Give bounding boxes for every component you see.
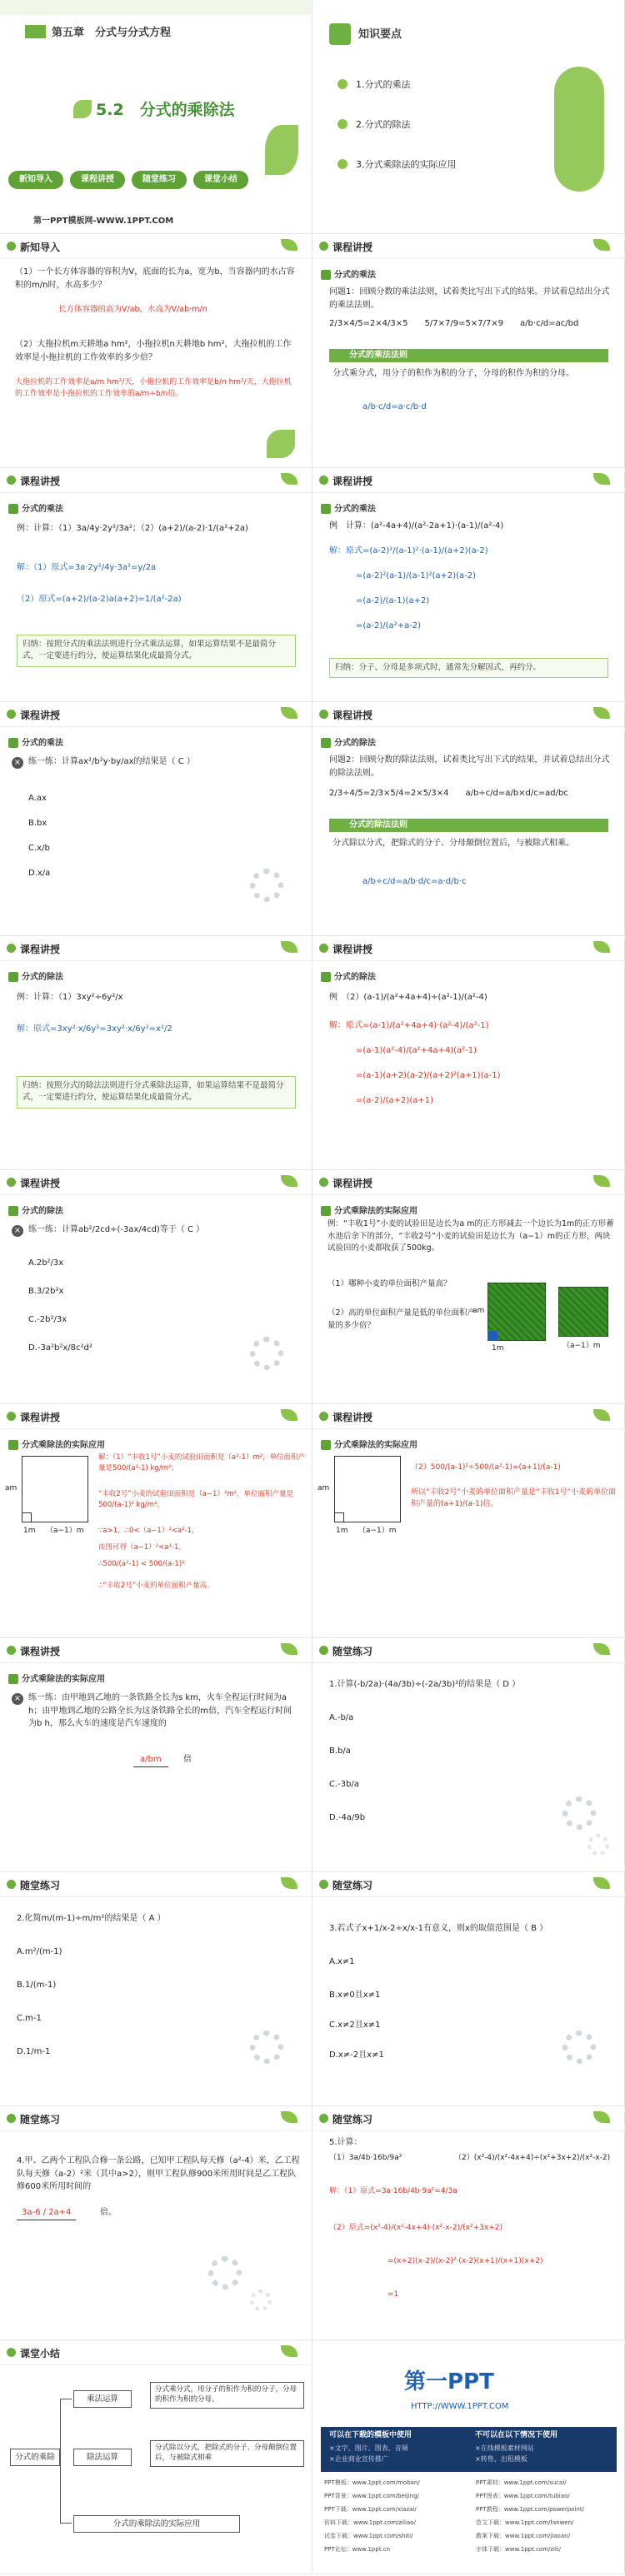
leaf-icon — [281, 1643, 298, 1655]
cover-topbar — [0, 0, 312, 15]
option-a[interactable]: A.m²/(m-1) — [17, 1947, 62, 1956]
leaf-icon — [593, 1175, 610, 1187]
section-label — [8, 501, 63, 514]
header-dot-icon — [7, 2114, 16, 2123]
slide-header — [0, 1404, 312, 1429]
agenda-item-3[interactable]: 3.分式乘除法的实际应用 — [356, 159, 457, 170]
leaf-icon — [281, 2345, 298, 2357]
app3-solution: （2）500/(a-1)²÷500/(a²-1)=(a+1)/(a-1) — [411, 1463, 561, 1472]
section-text: 分式的乘法 — [22, 505, 63, 514]
slide-header — [0, 1872, 312, 1897]
agenda-icon — [329, 23, 351, 45]
leaf-icon — [593, 1877, 610, 1889]
ad-left-item-1: ×文字、图片、图表、音频 — [329, 2444, 408, 2452]
ex4-question: 4.甲、乙两个工程队合修一条公路，已知甲工程队每天修（a²-4）米，乙工程队每天修（a-2）²米（其中a>2），则甲工程队修900米所用时间是乙工程队修600米所用时间的 — [17, 2156, 300, 2191]
header-dot-icon — [7, 476, 16, 485]
ex4-answer: 3a-6 / 2a+4 — [17, 2206, 76, 2220]
slide-header — [312, 1638, 625, 1663]
label-1m: 1m — [23, 1527, 36, 1535]
leaf-icon — [281, 239, 298, 251]
div1-formula: a/b÷c/d=a/b·d/c=a·d/b·c — [362, 877, 467, 886]
app3-answer: 所以“丰收2号”小麦的单位面积产量是“丰收1号”小麦的单位面积产量的(a+1)/(a-1)倍。 — [411, 1488, 617, 1508]
label-a: am — [318, 1484, 330, 1492]
header-dot-icon — [319, 1178, 328, 1187]
ad-left-item-2: ×企业商业宣传推广 — [329, 2455, 388, 2463]
section-icon — [321, 972, 331, 982]
option-b[interactable]: B.1/(m-1) — [17, 1981, 57, 1990]
ad-banner — [321, 2427, 617, 2472]
slide-ex1[interactable] — [312, 1638, 625, 1872]
header-dot-icon — [7, 710, 16, 719]
header-dot-icon — [7, 242, 16, 251]
close-icon: × — [12, 1693, 23, 1705]
header-dot-icon — [7, 1178, 16, 1187]
app2-sol-5: ∴500/(a²-1) < 500/(a-1)² — [98, 1560, 185, 1568]
ad-link[interactable]: PPT背景：www.1ppt.com/beijing/ — [324, 2493, 419, 2499]
option-d[interactable]: D.-3a²b²x/8c²d² — [28, 1343, 92, 1353]
mult3-sol-1: 解：原式=(a-2)²/(a-1)²·(a-1)/(a+2)(a-2) — [329, 546, 488, 556]
slide-header-title: 随堂练习 — [20, 1880, 61, 1891]
ad-link[interactable]: PPT论坛：www.1ppt.cn — [324, 2546, 391, 2553]
section-text: 分式的乘法 — [22, 739, 63, 748]
rule-bar: 分式的乘法法则 — [329, 349, 608, 362]
header-dot-icon — [319, 242, 328, 251]
mult1-rule: 分式乘分式，用分子的积作为积的分子，分母的积作为积的分母。 — [332, 369, 574, 378]
slide-ex4[interactable] — [0, 2106, 312, 2340]
label-a: am — [472, 1307, 485, 1315]
app1-q2: （2）高的单位面积产量是低的单位面积产量的多少倍？ — [328, 1308, 476, 1330]
div3-sol-2: =(a-1)(a²-4)/(a²+4a+4)(a²-1) — [356, 1046, 478, 1055]
slide-header — [312, 2106, 625, 2131]
div2-example: 例：计算：（1）3xy²÷6y²/x — [17, 993, 123, 1002]
header-dot-icon — [7, 1646, 16, 1655]
agenda-item-1[interactable]: 1.分式的乘法 — [356, 79, 411, 90]
rule-bar: 分式的除法法则 — [329, 819, 608, 832]
slide-header-title: 课程讲授 — [20, 710, 61, 721]
ex5-s1: 解：（1）原式=3a·16b/4b·9a²=4/3a — [329, 2187, 458, 2195]
section-icon — [8, 738, 18, 748]
slide-header-title: 课程讲授 — [20, 944, 61, 955]
step-practice[interactable]: 随堂练习 — [132, 171, 187, 189]
ex1-question: 1.计算(-b/2a)·(4a/3b)÷(-2a/3b)²的结果是（ D ） — [329, 1680, 521, 1689]
bullet-icon — [338, 119, 348, 129]
slide-header-title: 课程讲授 — [20, 476, 61, 487]
slide-header-title: 课程讲授 — [332, 1178, 373, 1189]
ad-link[interactable]: 范文下载：www.1ppt.com/fanwen/ — [476, 2519, 574, 2526]
label-a-minus-1: （a−1）m — [358, 1527, 397, 1535]
app4-question: 练一练：由甲地到乙地的一条铁路全长为s km，火车全程运行时间为a h；由甲地到乙地的公路全长为这条铁路全长的m倍，汽车全程运行时间为b h，那么火车的速度是汽车速度的 — [28, 1693, 292, 1728]
section-label — [321, 1203, 418, 1216]
section-icon — [8, 1440, 18, 1450]
mult2-tip: 归纳：按照分式的乘法法则进行分式乘法运算，如果运算结果不是最简分式，一定要进行约分，使运算结果化成最简分式。 — [17, 635, 296, 667]
slide-header — [312, 1404, 625, 1429]
slide-cover[interactable] — [0, 0, 312, 234]
ad-link[interactable]: 教案下载：www.1ppt.com/jiaoan/ — [476, 2533, 570, 2539]
slide-header-title: 随堂练习 — [20, 2114, 61, 2125]
app2-sol-3: ∵a>1，∴0<（a−1）²<a²-1， — [98, 1527, 199, 1535]
step-summary[interactable]: 课堂小结 — [193, 171, 248, 189]
summary-brace — [60, 2399, 72, 2524]
slide-agenda[interactable] — [312, 0, 625, 234]
ad-link[interactable]: PPT模板：www.1ppt.com/moban/ — [324, 2479, 420, 2486]
gear-icon — [562, 1796, 596, 1830]
header-dot-icon — [319, 2114, 328, 2123]
div3-sol-4: =(a-2)/(a+2)(a+1) — [356, 1096, 433, 1105]
slide-intro[interactable] — [0, 234, 312, 468]
section-label — [321, 969, 376, 982]
slide-header-title: 课程讲授 — [332, 242, 373, 253]
leaf-icon — [593, 1643, 610, 1655]
slide-header-title: 新知导入 — [20, 242, 61, 253]
book-icon — [25, 25, 46, 38]
section-label — [321, 735, 376, 748]
field-diagram-big — [22, 1456, 88, 1522]
header-dot-icon — [319, 1646, 328, 1655]
section-label — [8, 1437, 105, 1450]
slide-header-title: 课程讲授 — [332, 476, 373, 487]
slide-app4[interactable] — [0, 1638, 312, 1872]
slide-header — [0, 2340, 312, 2365]
option-d[interactable]: D.1/m-1 — [17, 2047, 51, 2056]
leaf-icon — [281, 707, 298, 719]
ex5-s2-2: =(x+2)(x-2)/(x-2)²·(x-2)(x+1)/(x+1)(x+2) — [388, 2257, 543, 2265]
option-b[interactable]: B.b/a — [329, 1746, 351, 1756]
slide-mult2[interactable] — [0, 468, 312, 702]
leaf-icon — [281, 1175, 298, 1187]
section-icon — [8, 1674, 18, 1684]
ex5-p2: （2）(x²-4)/(x²-4x+4)÷(x²+3x+2)/(x²-x-2) — [454, 2154, 611, 2162]
header-dot-icon — [319, 1412, 328, 1421]
mult3-sol-4: =(a-2)/(a²+a-2) — [356, 621, 422, 630]
ex5-s2-3: =1 — [388, 2290, 399, 2299]
option-a[interactable]: A.2b²/3x — [28, 1258, 64, 1268]
gear-small-icon — [588, 1834, 609, 1856]
div1-fractions: 2/3÷4/5=2/3×5/4=2×5/3×4 a/b÷c/d=a/b×d/c=ad/bc — [329, 789, 568, 798]
mult2-sol2: （2）原式=(a+2)/(a-2)a(a+2)=1/(a²-2a) — [17, 595, 182, 604]
ex3-question: 3.若式子x+1/x-2÷x/x-1有意义，则x的取值范围是（ B ） — [329, 1924, 548, 1933]
step-lecture[interactable]: 课程讲授 — [70, 171, 125, 189]
gear-icon — [250, 869, 283, 902]
slide-app3[interactable] — [312, 1404, 625, 1638]
option-c[interactable]: C.-3b/a — [329, 1780, 359, 1789]
slide-div1[interactable] — [312, 702, 625, 936]
agenda-item-2[interactable]: 2.分式的除法 — [356, 119, 411, 130]
header-dot-icon — [7, 2348, 16, 2357]
slide-summary[interactable] — [0, 2340, 312, 2574]
section-text: 分式的除法 — [334, 973, 376, 982]
ad-right-item-2: ×转售、出租模板 — [475, 2455, 528, 2463]
section-label — [321, 267, 376, 280]
app4-answer: a/bm — [133, 1753, 168, 1767]
label-a-minus-1: （a−1）m — [562, 1342, 601, 1350]
summary-b1: 乘法运算 — [73, 2390, 132, 2408]
slide-header-title: 随堂练习 — [332, 1880, 373, 1891]
mult3-sol-2: =(a-2)²(a-1)/(a-1)²(a+2)(a-2) — [356, 571, 477, 580]
slide-header — [312, 1872, 625, 1897]
app2-sol-2: “丰收2号”小麦的试验田面积是（a−1）²m²，单位面积产量是500/(a-1)² kg/m²。 — [98, 1490, 294, 1510]
slide-header — [0, 2106, 312, 2131]
leaf-icon — [593, 239, 610, 251]
mult3-tip: 归纳：分子、分母是多项式时，通常先分解因式，再约分。 — [329, 658, 608, 678]
div1-rule: 分式除以分式，把除式的分子、分母颠倒位置后，与被除式相乘。 — [332, 839, 574, 848]
option-d[interactable]: D.x≠-2且x≠1 — [329, 2050, 384, 2060]
slide-header — [312, 1170, 625, 1195]
section-text: 分式的除法 — [22, 1207, 63, 1216]
section-text: 分式乘除法的实际应用 — [22, 1675, 105, 1684]
close-icon: × — [12, 757, 23, 769]
header-dot-icon — [7, 1880, 16, 1889]
section-text: 分式的除法 — [22, 973, 63, 982]
gear-icon — [250, 2030, 283, 2064]
app2-sol-6: ∴“丰收2号”小麦的单位面积产量高。 — [98, 1582, 214, 1590]
slide-header-title: 随堂练习 — [332, 2114, 373, 2125]
plant-decoration — [267, 430, 295, 458]
mult1-fractions: 2/3×4/5=2×4/3×5 5/7×7/9=5×7/7×9 a/b·c/d=ac/bd — [329, 319, 579, 328]
practice1-question: 练一练：计算ax²/b²y·by/ax的结果是（ C ） — [28, 757, 195, 766]
option-d[interactable]: D.x/a — [28, 869, 51, 878]
summary-root: 分式的乘除 — [10, 2449, 60, 2466]
div2-solution: 解：原式=3xy²·x/6y²=3xy²·x/6y²=x²/2 — [17, 1024, 172, 1034]
ad-link[interactable]: 资料下载：www.1ppt.com/ziliao/ — [324, 2519, 416, 2526]
leaf-icon — [593, 1409, 610, 1421]
section-icon — [321, 1206, 331, 1216]
leaf-icon — [593, 707, 610, 719]
header-dot-icon — [319, 944, 328, 953]
field-diagram-pool — [22, 1512, 32, 1522]
label-a-minus-1: （a−1）m — [46, 1527, 84, 1535]
section-icon — [321, 1440, 331, 1450]
ex4-suffix: 倍。 — [100, 2208, 117, 2217]
ad-left-title: 可以在下载的模板中使用 — [329, 2431, 412, 2439]
label-1m: 1m — [492, 1344, 504, 1353]
div2-tip: 归纳：按照分式的除法法则进行分式乘除法运算，如果运算结果不是最简分式，一定要进行约分，使运算结果化成最简分式。 — [17, 1076, 296, 1109]
div4-question: 练一练：计算ab²/2cd÷(-3ax/4cd)等于（ C ） — [28, 1225, 205, 1234]
div3-example: 例 （2）(a-1)/(a²+4a+4)÷(a²-1)/(a²-4) — [329, 993, 488, 1002]
slide-header-title: 课程讲授 — [20, 1646, 61, 1657]
header-dot-icon — [319, 1880, 328, 1889]
slide-header — [0, 702, 312, 727]
ad-link[interactable]: PPT下载：www.1ppt.com/xiazai/ — [324, 2506, 417, 2513]
section-text: 分式的除法 — [334, 739, 376, 748]
slide-div2[interactable] — [0, 936, 312, 1170]
field-diagram-big — [334, 1456, 401, 1522]
slide-header-title: 课程讲授 — [20, 1178, 61, 1189]
slide-header — [312, 468, 625, 493]
slide-header — [312, 936, 625, 961]
summary-b2-desc: 分式除以分式，把除式的分子、分母颠倒位置后，与被除式相乘 — [150, 2440, 304, 2467]
ex2-question: 2.化简m/(m-1)÷m/m²的结果是（ A ） — [17, 1914, 166, 1923]
bullet-icon — [338, 159, 348, 169]
gear-icon — [250, 1337, 283, 1370]
slide-header-title: 课程讲授 — [332, 710, 373, 721]
div1-question: 问题2：回顾分数的除法法则，试着类比写出下式的结果，并试着总结出分式的除法法则。 — [329, 755, 610, 778]
summary-b2: 除法运算 — [73, 2449, 132, 2466]
slide-app2[interactable] — [0, 1404, 312, 1638]
app1-question: 例：“丰收1号”小麦的试验田是边长为a m的正方形减去一个边长为1m的正方形蓄水池后余下的部分，“丰收2号”小麦的试验田是边长为（a−1）m的正方形，两块试验田的小麦都收获了500kg。 — [328, 1219, 614, 1253]
header-dot-icon — [319, 710, 328, 719]
ad-link[interactable]: 试卷下载：www.1ppt.com/shiti/ — [324, 2533, 413, 2539]
plant-decoration — [265, 125, 298, 175]
section-icon — [8, 1206, 18, 1216]
slide-header — [312, 702, 625, 727]
option-c[interactable]: C.x/b — [28, 844, 50, 853]
label-1m: 1m — [336, 1527, 348, 1535]
gear-icon — [562, 2030, 596, 2064]
ex5-question: 5.计算： — [329, 2138, 362, 2147]
option-a[interactable]: A.ax — [28, 794, 47, 803]
option-c[interactable]: C.-2b²/3x — [28, 1315, 68, 1324]
header-dot-icon — [7, 944, 16, 953]
mult1-question: 问题1：回顾分数的乘法法则，试着类比写出下式的结果。并试着总结出分式的乘法法则。 — [329, 287, 610, 310]
leaf-icon — [281, 1877, 298, 1889]
slide-ex3[interactable] — [312, 1872, 625, 2106]
section-text: 分式乘除法的实际应用 — [22, 1441, 105, 1450]
ad-link[interactable]: PPT图表：www.1ppt.com/tubiao/ — [476, 2493, 570, 2499]
section-icon — [321, 738, 331, 748]
slide-header — [0, 936, 312, 961]
plant-decoration — [554, 67, 604, 192]
intro-a1: 长方体容器的高为V/ab，水高为V/ab·m/n — [58, 305, 208, 314]
slide-app1[interactable] — [312, 1170, 625, 1404]
app2-sol-4: 由图可得（a−1）²<a²-1， — [98, 1543, 186, 1552]
summary-b3: 分式的乘除法的实际应用 — [73, 2515, 240, 2533]
slide-header-title: 课程讲授 — [332, 944, 373, 955]
option-c[interactable]: C.x≠2且x≠1 — [329, 2020, 381, 2030]
pool-square — [488, 1331, 498, 1341]
header-dot-icon — [319, 476, 328, 485]
mult2-sol1: 解：（1）原式=3a·2y²/4y·3a²=y/2a — [17, 563, 157, 572]
slide-ex5[interactable] — [312, 2106, 625, 2340]
slide-header-title: 课堂小结 — [20, 2348, 61, 2359]
ad-logo: 第一PPT — [404, 2369, 494, 2394]
ad-link[interactable]: PPT教程：www.1ppt.com/powerpoint/ — [476, 2506, 584, 2513]
close-icon: × — [12, 1225, 23, 1237]
gear-icon — [208, 2256, 242, 2290]
leaf-icon — [281, 2111, 298, 2123]
mult1-formula: a/b·c/d=a·c/b·d — [362, 402, 427, 411]
ad-link[interactable]: PPT素材：www.1ppt.com/sucai/ — [476, 2479, 567, 2486]
option-c[interactable]: C.m-1 — [17, 2014, 42, 2023]
slide-header — [0, 1170, 312, 1195]
section-text: 分式乘除法的实际应用 — [334, 1207, 418, 1216]
section-icon — [8, 972, 18, 982]
field-diagram-pool — [334, 1512, 344, 1522]
step-intro[interactable]: 新知导入 — [8, 171, 63, 189]
section-label — [8, 1203, 63, 1216]
ad-right-item-1: ×在线模板素材网站 — [475, 2444, 534, 2452]
bullet-icon — [338, 79, 348, 89]
section-icon — [8, 504, 18, 514]
app1-q1: （1）哪种小麦的单位面积产量高？ — [328, 1279, 452, 1288]
slide-header — [0, 468, 312, 493]
slide-header — [312, 234, 625, 259]
option-a[interactable]: A.-b/a — [329, 1713, 354, 1722]
ex5-p1: （1）3a/4b·16b/9a² — [329, 2154, 402, 2162]
leaf-icon — [281, 1409, 298, 1421]
ad-link[interactable]: 字体下载：www.1ppt.com/ziti/ — [476, 2546, 562, 2553]
intro-q1: （1）一个长方体容器的容积为V，底面的长为a，宽为b，当容器内的水占容积的m/n时，水高多少？ — [15, 267, 295, 290]
option-a[interactable]: A.x≠1 — [329, 1957, 355, 1966]
clover-icon — [73, 100, 92, 118]
slide-mult1[interactable] — [312, 234, 625, 468]
slide-practice1[interactable] — [0, 702, 312, 936]
section-text: 分式乘除法的实际应用 — [334, 1441, 418, 1450]
ex5-s2-1: （2）原式=(x²-4)/(x²-4x+4)·(x²-x-2)/(x²+3x+2) — [329, 2224, 502, 2232]
leaf-icon — [593, 473, 610, 485]
summary-b1-desc: 分式乘分式，用分子的积作为积的分子，分母的积作为积的分母。 — [150, 2382, 304, 2409]
option-b[interactable]: B.3/2b²x — [28, 1287, 64, 1296]
cover-chapter: 第五章 分式与分式方程 — [52, 27, 172, 39]
leaf-icon — [593, 2111, 610, 2123]
slide-div4[interactable] — [0, 1170, 312, 1404]
slide-ex2[interactable] — [0, 1872, 312, 2106]
gear-small-icon — [250, 2290, 272, 2311]
leaf-icon — [593, 941, 610, 953]
mult3-example: 例 计算：(a²-4a+4)/(a²-2a+1)·(a-1)/(a²-4) — [329, 521, 504, 531]
cover-footer: 第一PPT模板网-WWW.1PPT.COM — [33, 217, 174, 226]
option-b[interactable]: B.x≠0且x≠1 — [329, 1991, 381, 2000]
div3-sol-3: =(a-1)(a+2)(a-2)/(a+2)²(a+1)(a-1) — [356, 1071, 501, 1080]
intro-q2: （2）大拖拉机m天耕地a hm²，小拖拉机n天耕地b hm²，大拖拉机的工作效率是小拖拉机的工作效率的多少倍？ — [15, 340, 292, 362]
leaf-icon — [281, 473, 298, 485]
slide-div3[interactable] — [312, 936, 625, 1170]
slide-header-title: 课程讲授 — [20, 1412, 61, 1423]
app4-suffix: 倍 — [183, 1755, 192, 1764]
section-label — [321, 501, 376, 514]
label-a: am — [5, 1484, 18, 1492]
slide-header — [0, 234, 312, 259]
section-text: 分式的乘法 — [334, 505, 376, 514]
section-icon — [321, 270, 331, 280]
ad-right-title: 不可以在以下情况下使用 — [475, 2431, 558, 2439]
section-icon — [321, 504, 331, 514]
ad-url[interactable]: HTTP://WWW.1PPT.COM — [411, 2402, 509, 2411]
cover-title: 5.2 分式的乘除法 — [96, 101, 235, 119]
option-d[interactable]: D.-4a/9b — [329, 1813, 366, 1822]
slide-mult3[interactable] — [312, 468, 625, 702]
header-dot-icon — [7, 1412, 16, 1421]
mult2-example: 例：计算：（1）3a/4y·2y²/3a²；（2）(a+2)/(a-2)·1/(a²+2a) — [17, 524, 248, 533]
section-label — [8, 969, 63, 982]
slide-header — [0, 1638, 312, 1663]
slide-header-title: 课程讲授 — [332, 1412, 373, 1423]
section-label — [8, 1672, 105, 1684]
leaf-icon — [281, 941, 298, 953]
field-image-2 — [558, 1287, 608, 1337]
option-b[interactable]: B.bx — [28, 819, 48, 828]
intro-a2: 大拖拉机的工作效率是a/m hm²/天，小拖拉机的工作效率是b/n hm²/天，大拖拉机的工作效率是小拖拉机的工作效率的a/m÷b/n倍。 — [15, 378, 292, 398]
agenda-title: 知识要点 — [358, 28, 402, 41]
mult3-sol-3: =(a-2)/(a-1)(a+2) — [356, 596, 430, 605]
section-label — [321, 1437, 418, 1450]
div3-sol-1: 解：原式=(a-1)/(a²+4a+4)·(a²-4)/(a²-1) — [329, 1021, 489, 1030]
section-label — [8, 735, 63, 748]
app2-sol-1: 解：（1）“丰收1号”小麦的试验田面积是（a²-1）m²，单位面积产量是500/(a²-1) kg/m²； — [98, 1453, 306, 1473]
slide-ad[interactable] — [312, 2340, 625, 2574]
slide-header-title: 随堂练习 — [332, 1646, 373, 1657]
section-text: 分式的乘法 — [334, 271, 376, 280]
